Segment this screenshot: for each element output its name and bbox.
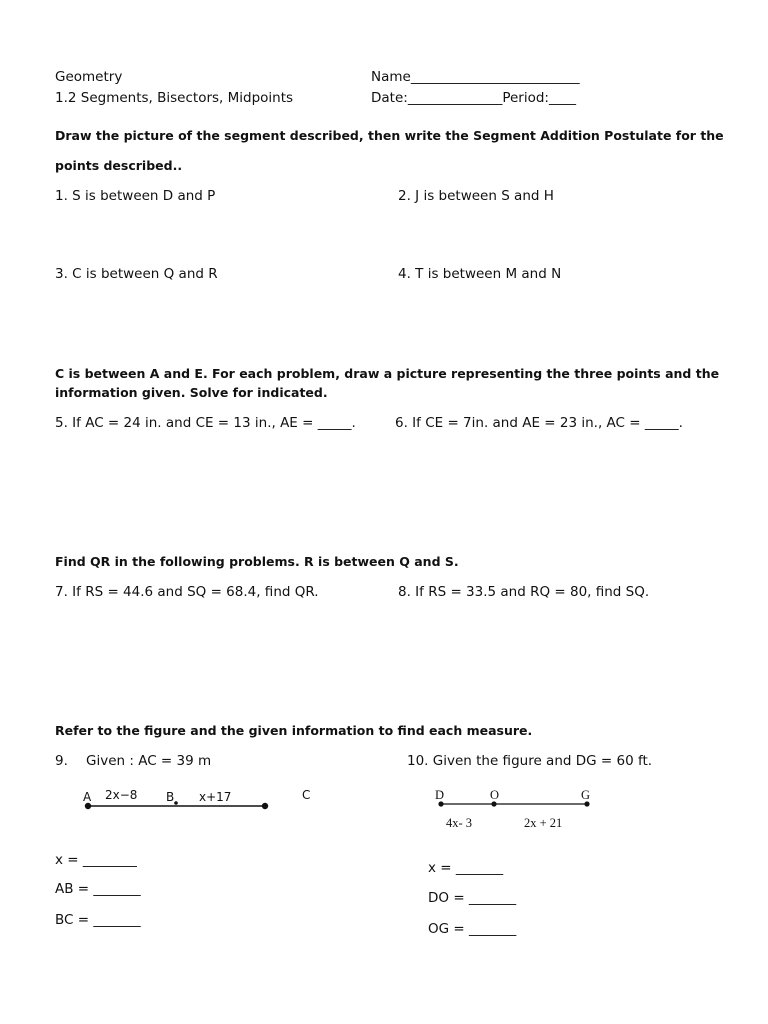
- fig9-seg2-expression: x+17: [199, 790, 232, 804]
- question-7: 7. If RS = 44.6 and SQ = 68.4, find QR.: [55, 584, 319, 600]
- section2-instruction-line1: C is between A and E. For each problem, draw a picture representing the three points and the: [55, 366, 720, 381]
- q9-answer-bc[interactable]: BC = _______: [55, 912, 141, 928]
- course-title: Geometry: [55, 69, 123, 85]
- fig10-label-o: O: [490, 788, 500, 802]
- section1-instruction-line1: Draw the picture of the segment described, then write the Segment Addition Postulate for the: [55, 128, 724, 143]
- question-9-number: 9.: [55, 753, 68, 769]
- fig9-seg1-expression: 2x−8: [105, 788, 138, 802]
- question-9-given: Given : AC = 39 m: [86, 753, 212, 769]
- fig10-seg2-expression: 2x + 21: [524, 816, 563, 830]
- q10-answer-do[interactable]: DO = _______: [428, 890, 517, 906]
- section1-instruction-line2: points described..: [55, 158, 183, 173]
- question-5: 5. If AC = 24 in. and CE = 13 in., AE = _____.: [55, 415, 356, 431]
- point-c-end: [262, 803, 268, 809]
- q9-answer-x[interactable]: x = ________: [55, 852, 137, 868]
- q10-answer-og[interactable]: OG = _______: [428, 921, 517, 937]
- figure-10-segment: [437, 799, 597, 809]
- section2-instruction-line2: information given. Solve for indicated.: [55, 385, 328, 400]
- question-6: 6. If CE = 7in. and AE = 23 in., AC = _____.: [395, 415, 683, 431]
- fig10-label-g: G: [581, 788, 591, 802]
- question-2: 2. J is between S and H: [398, 188, 554, 204]
- point-b: [174, 801, 178, 805]
- fig10-label-d: D: [435, 788, 445, 802]
- section3-instruction: Find QR in the following problems. R is between Q and S.: [55, 554, 459, 569]
- date-period-field[interactable]: Date:______________Period:____: [371, 90, 576, 106]
- section4-instruction: Refer to the figure and the given information to find each measure.: [55, 723, 533, 738]
- question-10: 10. Given the figure and DG = 60 ft.: [407, 753, 653, 769]
- question-4: 4. T is between M and N: [398, 266, 562, 282]
- fig9-label-b: B: [166, 790, 175, 804]
- q10-answer-x[interactable]: x = _______: [428, 860, 504, 876]
- fig10-seg1-expression: 4x- 3: [446, 816, 473, 830]
- name-field[interactable]: Name_________________________: [371, 69, 580, 85]
- question-1: 1. S is between D and P: [55, 188, 216, 204]
- fig9-label-a: A: [83, 790, 92, 804]
- question-3: 3. C is between Q and R: [55, 266, 218, 282]
- q9-answer-ab[interactable]: AB = _______: [55, 881, 141, 897]
- question-8: 8. If RS = 33.5 and RQ = 80, find SQ.: [398, 584, 650, 600]
- lesson-title: 1.2 Segments, Bisectors, Midpoints: [55, 90, 294, 106]
- fig9-label-c: C: [302, 788, 311, 802]
